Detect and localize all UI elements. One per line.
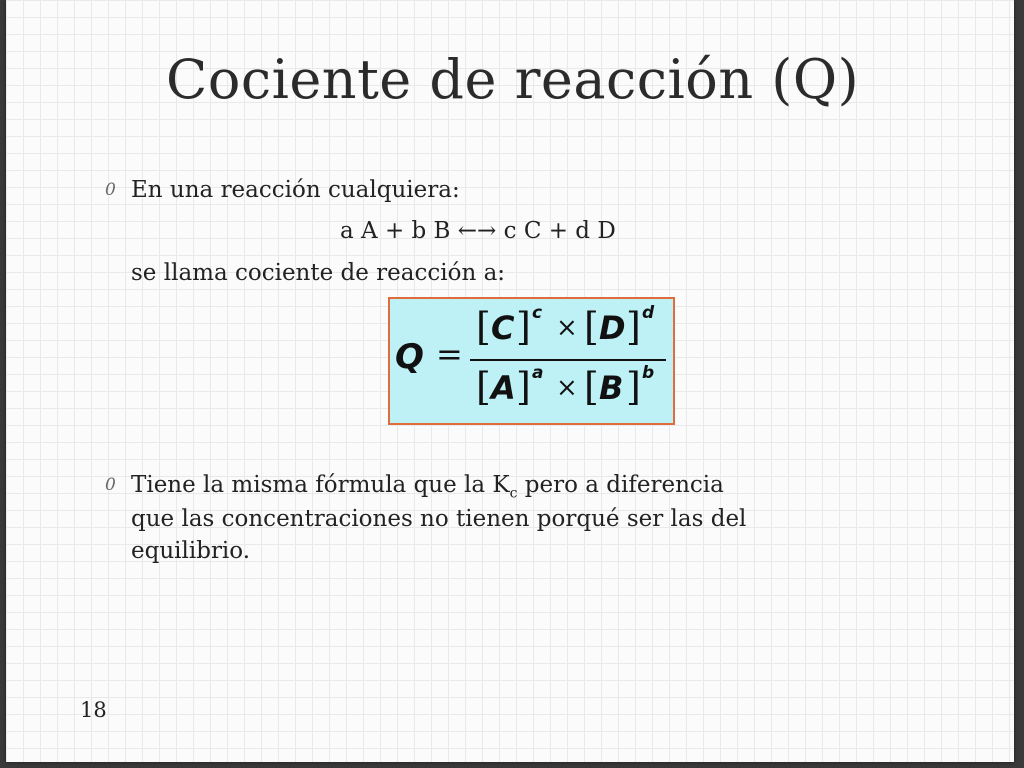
formula-lhs: Q: [395, 337, 424, 377]
num-bracket-close-2: ]: [626, 305, 641, 349]
slide: [6, 0, 1014, 762]
num-bracket-open-1: [: [476, 305, 491, 349]
bullet-marker-1: 0: [105, 180, 116, 200]
den-bracket-open-1: [: [476, 365, 491, 409]
slide-title: Cociente de reacción (Q): [166, 48, 860, 111]
page-number: 18: [80, 698, 107, 722]
bullet-text-2-end: pero a diferencia: [517, 472, 724, 498]
quotient-intro-text: se llama cociente de reacción a:: [131, 260, 506, 286]
fraction-bar: [470, 359, 666, 361]
den-species-b: B: [599, 369, 624, 407]
num-bracket-open-2: [: [584, 305, 599, 349]
reaction-quotient-formula: [388, 297, 675, 425]
reaction-equation: a A + b B ←→ c C + d D: [340, 218, 616, 244]
den-bracket-open-2: [: [584, 365, 599, 409]
formula-equals: =: [436, 335, 463, 373]
bullet-text-2-line-3: equilibrio.: [131, 538, 251, 564]
bullet-text-2-line-1: [131, 470, 724, 509]
num-bracket-close-1: ]: [516, 305, 531, 349]
bullet-marker-2: 0: [105, 475, 116, 495]
kc-subscript: c: [509, 485, 518, 502]
num-exponent-d: d: [642, 303, 655, 323]
bullet-text-1: En una reacción cualquiera:: [131, 177, 460, 203]
den-exponent-a: a: [532, 363, 544, 383]
num-species-c: C: [491, 309, 515, 347]
den-bracket-close-1: ]: [516, 365, 531, 409]
bullet-text-2-start: Tiene la misma fórmula que la K: [131, 472, 510, 498]
den-times: ×: [556, 373, 578, 403]
den-bracket-close-2: ]: [626, 365, 641, 409]
num-species-d: D: [599, 309, 626, 347]
den-species-a: A: [491, 369, 516, 407]
den-exponent-b: b: [642, 363, 655, 383]
num-exponent-c: c: [532, 303, 543, 323]
bullet-text-2-line-2: que las concentraciones no tienen porqué ser las del: [131, 506, 747, 532]
num-times: ×: [556, 313, 578, 343]
